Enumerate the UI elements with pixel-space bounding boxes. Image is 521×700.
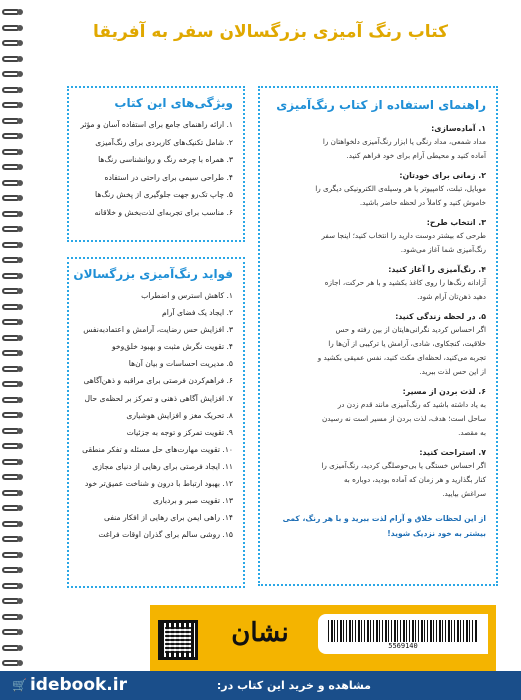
spiral-hole bbox=[17, 56, 23, 62]
spiral-ring bbox=[2, 380, 24, 389]
guide-step-text: موبایل، تبلت، کامپیوتر یا هر وسیله‌ی الکترونیکی دیگری را bbox=[315, 184, 486, 193]
list-item: ۱۱. ایجاد فرصتی برای رهایی از دنیای مجازی bbox=[92, 461, 233, 471]
spiral-hole bbox=[17, 552, 23, 558]
spiral-ring bbox=[2, 24, 24, 33]
site-logo[interactable] bbox=[12, 671, 127, 700]
spiral-ring bbox=[2, 55, 24, 64]
spiral-ring bbox=[2, 659, 24, 668]
list-item: ۱۳. تقویت صبر و بردباری bbox=[152, 496, 233, 506]
publisher-logo: نشان bbox=[231, 618, 289, 648]
spiral-hole bbox=[17, 118, 23, 124]
guide-step-text: سراغش بیایید. bbox=[442, 489, 486, 498]
barcode-bars bbox=[328, 620, 478, 642]
list-item: ۶. مناسب برای تجربه‌ای لذت‌بخش و خلاقانه bbox=[94, 207, 233, 217]
spiral-hole bbox=[17, 583, 23, 589]
guide-step-text: اگر احساس کردید نگرانی‌هایتان از بین رفته و حس bbox=[335, 325, 486, 334]
spiral-ring bbox=[2, 520, 24, 529]
cart-icon: 🛒 bbox=[12, 678, 27, 692]
guide-step-text: رنگ‌آمیزی شما آغاز می‌شود. bbox=[400, 245, 486, 254]
spiral-hole bbox=[17, 335, 23, 341]
spiral-hole bbox=[17, 536, 23, 542]
guide-closing-line: بیشتر به خود نزدیک شوید! bbox=[387, 529, 486, 538]
spiral-ring bbox=[2, 225, 24, 234]
spiral-ring bbox=[2, 644, 24, 653]
guide-step-text: از این حس لذت ببرید. bbox=[419, 367, 486, 376]
spiral-ring bbox=[2, 241, 24, 250]
spiral-ring bbox=[2, 597, 24, 606]
spiral-hole bbox=[17, 149, 23, 155]
spiral-hole bbox=[17, 180, 23, 186]
spiral-hole bbox=[17, 257, 23, 263]
guide-step-heading: ۱. آماده‌سازی: bbox=[431, 124, 486, 133]
spiral-ring bbox=[2, 458, 24, 467]
list-item: ۳. افزایش حس رضایت، آرامش و اعتمادبه‌نفس bbox=[83, 325, 233, 335]
guide-step-text: آزادانه رنگ‌ها را روی کاغذ بکشید و با هر حرکت، اجازه bbox=[324, 278, 486, 287]
spiral-ring bbox=[2, 132, 24, 141]
spiral-ring bbox=[2, 101, 24, 110]
guide-box bbox=[258, 86, 498, 586]
spiral-ring bbox=[2, 396, 24, 405]
page-title: کتاب رنگ آمیزی بزرگسالان سفر به آفریقا bbox=[92, 22, 449, 42]
spiral-hole bbox=[17, 660, 23, 666]
spiral-hole bbox=[17, 304, 23, 310]
spiral-hole bbox=[17, 459, 23, 465]
spiral-ring bbox=[2, 365, 24, 374]
spiral-hole bbox=[17, 242, 23, 248]
guide-step-heading: ۷. استراحت کنید: bbox=[419, 448, 486, 457]
spiral-hole bbox=[17, 567, 23, 573]
site-logo-text: idebook.ir bbox=[29, 675, 127, 695]
list-item: ۸. تحریک مغز و افزایش هوشیاری bbox=[126, 410, 233, 420]
spiral-hole bbox=[17, 381, 23, 387]
spiral-hole bbox=[17, 288, 23, 294]
spiral-hole bbox=[17, 71, 23, 77]
guide-step-text: کنار بگذارید و هر زمان که آماده بودید، دوباره به bbox=[343, 475, 486, 484]
spiral-ring bbox=[2, 551, 24, 560]
spiral-hole bbox=[17, 428, 23, 434]
spiral-ring bbox=[2, 163, 24, 172]
guide-step-heading: ۶. لذت بردن از مسیر: bbox=[402, 387, 486, 396]
spiral-ring bbox=[2, 442, 24, 451]
list-item: ۱. کاهش استرس و اضطراب bbox=[141, 291, 233, 300]
spiral-hole bbox=[17, 474, 23, 480]
guide-step-text: ساحل است؛ هدف، لذت بردن از مسیر است نه رسیدن bbox=[321, 414, 486, 423]
guide-step-text: به یاد داشته باشید که رنگ‌آمیزی مانند قدم زدن در bbox=[337, 400, 486, 409]
guide-heading: راهنمای استفاده از کتاب رنگ‌آمیزی bbox=[276, 98, 486, 112]
spiral-hole bbox=[17, 25, 23, 31]
spiral-hole bbox=[17, 133, 23, 139]
list-item: ۵. مدیریت احساسات و بیان آن‌ها bbox=[128, 359, 233, 369]
spiral-hole bbox=[17, 350, 23, 356]
features-heading: ویژگی‌های این کتاب bbox=[114, 96, 233, 110]
guide-step-text: خاموش کنید و کاملاً در لحظه حاضر باشید. bbox=[359, 198, 486, 207]
spiral-ring bbox=[2, 70, 24, 79]
list-item: ۱۰. تقویت مهارت‌های حل مسئله و تفکر منطقی bbox=[82, 444, 233, 454]
spiral-ring bbox=[2, 8, 24, 17]
spiral-ring bbox=[2, 117, 24, 126]
spiral-hole bbox=[17, 273, 23, 279]
guide-step-text: اگر احساس خستگی یا بی‌حوصلگی کردید، رنگ‌آمیزی را bbox=[321, 461, 486, 470]
spiral-ring bbox=[2, 349, 24, 358]
spiral-ring bbox=[2, 194, 24, 203]
benefits-heading: فواید رنگ‌آمیزی بزرگسالان bbox=[73, 267, 233, 281]
spiral-hole bbox=[17, 629, 23, 635]
guide-step-text: دهید ذهن‌تان آرام شود. bbox=[417, 292, 486, 301]
spiral-ring bbox=[2, 613, 24, 622]
list-item: ۳. همراه با چرخه رنگ و روانشناسی رنگ‌ها bbox=[98, 155, 233, 165]
list-item: ۲. ایجاد یک فضای آرام bbox=[162, 308, 233, 318]
spiral-hole bbox=[17, 366, 23, 372]
spiral-ring bbox=[2, 303, 24, 312]
spiral-hole bbox=[17, 521, 23, 527]
spiral-ring bbox=[2, 628, 24, 637]
spiral-ring bbox=[2, 272, 24, 281]
spiral-hole bbox=[17, 226, 23, 232]
spiral-ring bbox=[2, 489, 24, 498]
guide-closing-line: از این لحظات خلاق و آرام لذت ببرید و با هر رنگ، کمی bbox=[282, 514, 486, 523]
spiral-ring bbox=[2, 39, 24, 48]
list-item: ۲. شامل تکنیک‌های کاربردی برای رنگ‌آمیزی bbox=[95, 137, 233, 147]
spiral-ring bbox=[2, 318, 24, 327]
spiral-ring bbox=[2, 287, 24, 296]
list-item: ۷. افزایش آگاهی ذهنی و تمرکز بر لحظه‌ی حال bbox=[84, 393, 233, 403]
features-box bbox=[67, 86, 245, 242]
guide-step-text: تجربه می‌کنید، لحظه‌ای مکث کنید، نفس عمیقی بکشید و bbox=[317, 353, 486, 362]
spiral-ring bbox=[2, 582, 24, 591]
spiral-hole bbox=[17, 211, 23, 217]
footer-bar bbox=[0, 671, 521, 700]
spiral-hole bbox=[17, 505, 23, 511]
spiral-ring bbox=[2, 148, 24, 157]
spiral-hole bbox=[17, 443, 23, 449]
spiral-hole bbox=[17, 598, 23, 604]
qr-code bbox=[158, 620, 198, 660]
spiral-binding bbox=[0, 0, 26, 700]
guide-step-text: آماده کنید و محیطی آرام برای خود فراهم کنید. bbox=[346, 151, 486, 160]
spiral-hole bbox=[17, 102, 23, 108]
guide-step-text: مداد شمعی، مداد رنگی یا ابزار رنگ‌آمیزی دلخواهتان را bbox=[322, 137, 486, 146]
spiral-hole bbox=[17, 164, 23, 170]
guide-step-text: خلاقیت، کنجکاوی، شادی، آرامش یا ترکیبی از آن‌ها را bbox=[328, 339, 486, 348]
spiral-hole bbox=[17, 195, 23, 201]
list-item: ۱. ارائه راهنمای جامع برای استفاده آسان و مؤثر bbox=[80, 120, 233, 129]
spiral-hole bbox=[17, 40, 23, 46]
benefits-box bbox=[67, 257, 245, 588]
barcode bbox=[318, 614, 488, 654]
barcode-number: 5569140 bbox=[388, 642, 418, 650]
spiral-hole bbox=[17, 490, 23, 496]
spiral-hole bbox=[17, 87, 23, 93]
guide-step-text: طرحی که بیشتر دوست دارید را انتخاب کنید؛ اینجا سفر bbox=[321, 231, 486, 240]
guide-step-heading: ۵. در لحظه زندگی کنید: bbox=[395, 312, 486, 321]
guide-step-heading: ۲. زمانی برای خودتان: bbox=[399, 171, 486, 180]
spiral-hole bbox=[17, 9, 23, 15]
list-item: ۶. فراهم‌کردن فرصتی برای مراقبه و ذهن‌آگاهی bbox=[83, 376, 233, 386]
guide-step-text: به مقصد. bbox=[458, 428, 486, 437]
footer-label: مشاهده و خرید این کتاب در: bbox=[216, 679, 371, 692]
spiral-ring bbox=[2, 566, 24, 575]
guide-closing bbox=[270, 511, 486, 541]
spiral-ring bbox=[2, 334, 24, 343]
list-item: ۴. تقویت نگرش مثبت و بهبود خلق‌وخو bbox=[111, 342, 233, 352]
guide-step-heading: ۳. انتخاب طرح: bbox=[426, 218, 486, 227]
list-item: ۱۵. روشی سالم برای گذران اوقات فراغت bbox=[98, 530, 233, 540]
spiral-ring bbox=[2, 411, 24, 420]
list-item: ۱۴. راهی ایمن برای رهایی از افکار منفی bbox=[104, 513, 233, 523]
list-item: ۵. چاپ تک‌رو جهت جلوگیری از پخش رنگ‌ها bbox=[95, 190, 233, 200]
spiral-ring bbox=[2, 473, 24, 482]
spiral-hole bbox=[17, 412, 23, 418]
spiral-hole bbox=[17, 397, 23, 403]
guide-step-heading: ۴. رنگ‌آمیزی را آغاز کنید: bbox=[388, 265, 486, 274]
spiral-ring bbox=[2, 535, 24, 544]
list-item: ۹. تقویت تمرکز و توجه به جزئیات bbox=[126, 427, 233, 437]
spiral-ring bbox=[2, 427, 24, 436]
spiral-ring bbox=[2, 86, 24, 95]
spiral-hole bbox=[17, 614, 23, 620]
list-item: ۴. طراحی سیمی برای راحتی در استفاده bbox=[104, 172, 233, 182]
spiral-hole bbox=[17, 645, 23, 651]
list-item: ۱۲. بهبود ارتباط با درون و شناخت عمیق‌تر خود bbox=[85, 479, 233, 489]
spiral-ring bbox=[2, 256, 24, 265]
spiral-ring bbox=[2, 504, 24, 513]
spiral-ring bbox=[2, 179, 24, 188]
spiral-ring bbox=[2, 210, 24, 219]
spiral-hole bbox=[17, 319, 23, 325]
